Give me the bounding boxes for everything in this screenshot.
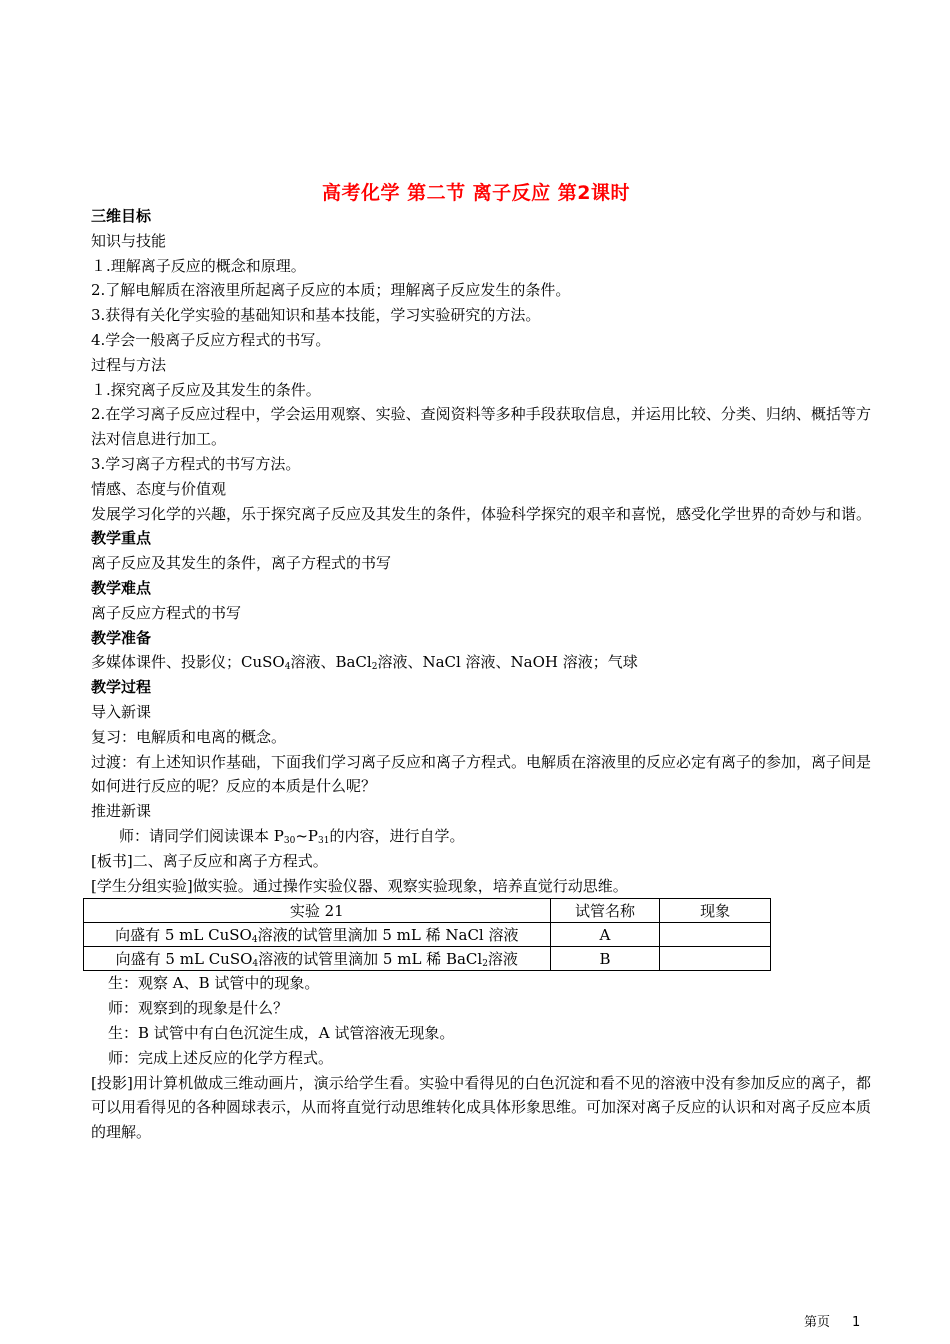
knowledge-item: 4.学会一般离子反应方程式的书写。: [91, 330, 331, 349]
subscript: 4: [251, 934, 258, 945]
emotion-heading: 情感、态度与价值观: [91, 479, 227, 498]
knowledge-item: 3.获得有关化学实验的基础知识和基本技能，学习实验研究的方法。: [91, 306, 541, 325]
subscript: 4: [252, 958, 259, 969]
subscript: 31: [318, 835, 330, 846]
table-row: [84, 947, 771, 971]
text-part: 向盛有 5 mL CuSO: [115, 925, 252, 944]
text-part: 溶液: [487, 949, 518, 968]
subscript: 2: [371, 662, 378, 673]
emotion-text: 发展学习化学的兴趣，乐于探究离子反应及其发生的条件，体验科学探究的艰辛和喜悦，感受化学世界的奇妙与和谐。: [91, 504, 872, 523]
table-cell: [660, 923, 771, 947]
transition-text: 过渡：有上述知识作基础，下面我们学习离子反应和离子方程式。电解质在溶液里的反应必定有离子的参加，离子间是如何进行反应的呢？反应的本质是什么呢？: [91, 752, 872, 796]
knowledge-heading: 知识与技能: [91, 231, 167, 250]
dialogue-line: 生：观察 A、B 试管中的现象。: [108, 974, 320, 993]
text-part: 的内容，进行自学。: [329, 826, 465, 845]
prep-text-part: 多媒体课件、投影仪；CuSO: [91, 653, 285, 672]
process-heading: 过程与方法: [91, 355, 167, 374]
text-part: ~P: [295, 826, 318, 845]
table-header-row: [84, 899, 771, 923]
knowledge-item: 2.了解电解质在溶液里所起离子反应的本质；理解离子反应发生的条件。: [91, 281, 571, 300]
process-item: 3.学习离子方程式的书写方法。: [91, 454, 301, 473]
knowledge-item: １.理解离子反应的概念和原理。: [91, 256, 306, 275]
table-cell: [84, 947, 551, 971]
process-item: 2.在学习离子反应过程中，学会运用观察、实验、查阅资料等多种手段获取信息，并运用比较、分类、归纳、概括等方法对信息进行加工。: [91, 405, 871, 449]
prep-text-part: 溶液、NaCl 溶液、NaOH 溶液；气球: [377, 653, 638, 672]
prep-text-part: 溶液、BaCl: [290, 653, 372, 672]
process-item: １.探究离子反应及其发生的条件。: [91, 380, 321, 399]
key-heading: 教学重点: [91, 529, 152, 548]
experiment-table: [83, 898, 771, 971]
table-row: [84, 923, 771, 947]
text-part: 溶液的试管里滴加 5 mL 稀 BaCl: [258, 949, 483, 968]
table-header-cell: 实验 21: [84, 899, 551, 923]
text-part: 溶液的试管里滴加 5 mL 稀 NaCl 溶液: [257, 925, 519, 944]
text-part: 师：请同学们阅读课本 P: [119, 826, 284, 845]
table-cell: [84, 923, 551, 947]
board-text: [板书]二、离子反应和离子方程式。: [91, 851, 328, 870]
page-number: 1: [852, 1315, 861, 1330]
key-text: 离子反应及其发生的条件，离子方程式的书写: [91, 554, 392, 573]
review-text: 复习：电解质和电离的概念。: [91, 727, 287, 746]
dialogue-line: 师：完成上述反应的化学方程式。: [108, 1048, 334, 1067]
process-main-heading: 教学过程: [91, 678, 152, 697]
prep-text: [91, 650, 871, 675]
group-experiment-text: [学生分组实验]做实验。通过操作实验仪器、观察实验现象，培养直觉行动思维。: [91, 876, 628, 895]
projection-text: [投影]用计算机做成三维动画片，演示给学生看。实验中看得见的白色沉淀和看不见的溶液中没有参加反应的离子，都可以用看得见的各种圆球表示，从而将直觉行动思维转化成具体形象思维。可加深对离子反应的认识和对离子反应本质的理解。: [91, 1073, 872, 1142]
difficult-heading: 教学难点: [91, 578, 152, 597]
goals-heading: 三维目标: [91, 207, 152, 225]
dialogue-line: 师：观察到的现象是什么？: [108, 999, 289, 1018]
document-body: [91, 204, 871, 1145]
table-header-cell: 试管名称: [550, 899, 660, 923]
difficult-text: 离子反应方程式的书写: [91, 603, 242, 622]
document-title: 高考化学 第二节 离子反应 第2课时: [321, 182, 631, 204]
subscript: 30: [283, 835, 296, 846]
teacher-read-text: [91, 824, 871, 849]
footer-label: 第页: [804, 1315, 831, 1330]
intro-text: 导入新课: [91, 702, 152, 721]
dialogue-line: 生：B 试管中有白色沉淀生成，A 试管溶液无现象。: [108, 1023, 455, 1042]
table-header-cell: 现象: [660, 899, 771, 923]
table-cell: [660, 947, 771, 971]
table-cell: A: [550, 923, 660, 947]
advance-text: 推进新课: [91, 802, 152, 821]
page-footer: [804, 1311, 860, 1330]
subscript: 2: [482, 958, 488, 969]
table-cell: B: [550, 947, 660, 971]
subscript: 4: [284, 662, 291, 673]
text-part: 向盛有 5 mL CuSO: [115, 949, 253, 968]
prep-heading: 教学准备: [91, 628, 152, 647]
